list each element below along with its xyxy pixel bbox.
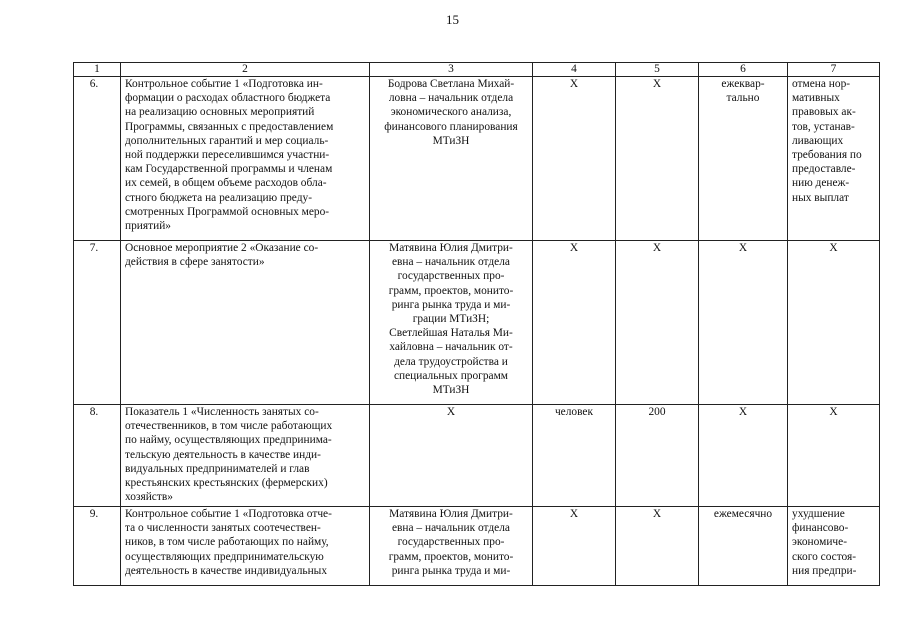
- table-row: [74, 241, 880, 405]
- table-row: [74, 77, 880, 241]
- note-cell: Х: [788, 241, 880, 405]
- value-cell: 200: [616, 405, 699, 507]
- column-header: 5: [616, 63, 699, 77]
- program-table: [73, 62, 880, 586]
- value-cell: Х: [616, 241, 699, 405]
- column-header: 6: [699, 63, 788, 77]
- note-cell: отмена нор- мативных правовых ак- тов, устанав- ливающих требования по предоставле- нию денеж- ных выплат: [788, 77, 880, 241]
- value-cell: Х: [616, 507, 699, 586]
- period-cell: ежемесячно: [699, 507, 788, 586]
- row-number: 9.: [74, 507, 121, 586]
- value-cell: Х: [616, 77, 699, 241]
- unit-cell: Х: [533, 77, 616, 241]
- unit-cell: Х: [533, 507, 616, 586]
- row-number: 8.: [74, 405, 121, 507]
- period-cell: ежеквар- тально: [699, 77, 788, 241]
- event-name: Основное мероприятие 2 «Оказание со- действия в сфере занятости»: [121, 241, 370, 405]
- row-number: 6.: [74, 77, 121, 241]
- column-header: 3: [370, 63, 533, 77]
- note-cell: ухудшение финансово- экономиче- ского состоя- ния предпри-: [788, 507, 880, 586]
- column-header: 4: [533, 63, 616, 77]
- responsible-person: Матявина Юлия Дмитри- евна – начальник отдела государственных про- грамм, проектов, монито- ринга рынка труда и ми- грации МТиЗН; Светлейшая Наталья Ми- хайловна – начальник от- дела трудоустройства и специальных программ МТиЗН: [370, 241, 533, 405]
- row-number: 7.: [74, 241, 121, 405]
- unit-cell: Х: [533, 241, 616, 405]
- event-name: Контрольное событие 1 «Подготовка ин- формации о расходах областного бюджета на реализацию основных мероприятий Программы, связанных с предоставлением дополнительных гарантий и мер социаль- ной поддержки переселившимся участни- кам Государственной программы и членам их семей, в общем объеме расходов обла- стного бюджета на реализацию преду- смотренных Программой основных меро- приятий»: [121, 77, 370, 241]
- table-header-row: [74, 63, 880, 77]
- page-number: 15: [446, 12, 459, 27]
- period-cell: Х: [699, 241, 788, 405]
- table-row: [74, 405, 880, 507]
- column-header: 1: [74, 63, 121, 77]
- period-cell: Х: [699, 405, 788, 507]
- responsible-person: Х: [370, 405, 533, 507]
- event-name: Контрольное событие 1 «Подготовка отче- та о численности занятых соотечествен- ников, в том числе работающих по найму, осуществляющих предпринимательскую деятельность в качестве индивидуальных: [121, 507, 370, 586]
- note-cell: Х: [788, 405, 880, 507]
- unit-cell: человек: [533, 405, 616, 507]
- event-name: Показатель 1 «Численность занятых со- отечественников, в том числе работающих по найму, осуществляющих предпринима- тельскую деятельность в качестве инди- видуальных предпринимателей и глав крестьянских крестьянских (фермерских) хозяйств»: [121, 405, 370, 507]
- responsible-person: Матявина Юлия Дмитри- евна – начальник отдела государственных про- грамм, проектов, монито- ринга рынка труда и ми-: [370, 507, 533, 586]
- table-row: [74, 507, 880, 586]
- column-header: 7: [788, 63, 880, 77]
- column-header: 2: [121, 63, 370, 77]
- responsible-person: Бодрова Светлана Михай- ловна – начальник отдела экономического анализа, финансового планирования МТиЗН: [370, 77, 533, 241]
